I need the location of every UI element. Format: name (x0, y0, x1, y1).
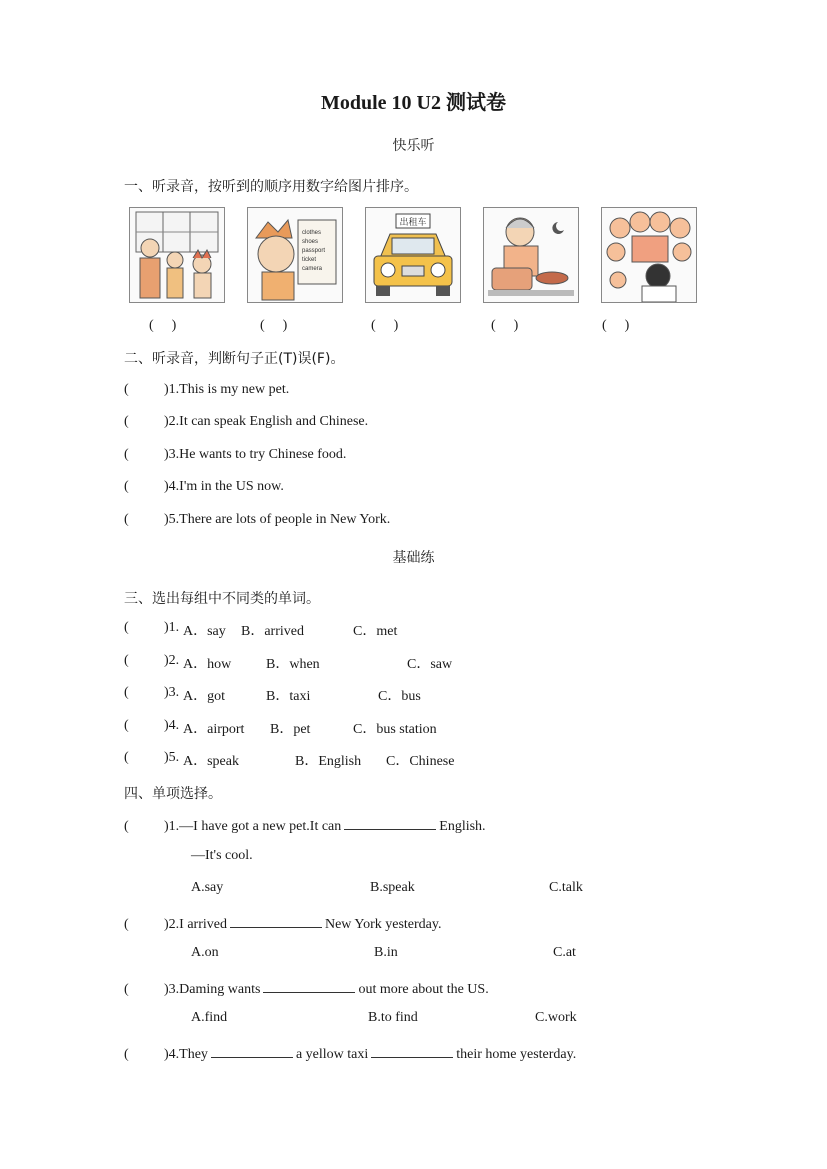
dialogue-reply: —It's cool. (191, 848, 253, 863)
option-c[interactable]: C.talk (549, 880, 583, 895)
odd-one-out-item-4[interactable]: ( )4. (124, 718, 180, 733)
odd-one-out-item-5[interactable]: ( )5. (124, 750, 180, 765)
tf-item-5[interactable]: ( )5.There are lots of people in New York. (124, 512, 391, 527)
answer-blank[interactable] (263, 978, 355, 993)
picture-3-taxi (365, 207, 461, 303)
choice-question-4: ( )4.They a yellow taxi their home yesterday. (124, 1043, 576, 1063)
choice-question-3: ( )3.Daming wants out more about the US. (124, 978, 489, 998)
answer-blank[interactable] (230, 913, 322, 928)
option-a[interactable]: A.say (191, 880, 224, 895)
page-title: Module 10 U2 测试卷 (321, 92, 506, 114)
option-b[interactable]: B．English (295, 754, 362, 769)
answer-bracket-1[interactable]: ( ) (149, 318, 177, 333)
answer-bracket-5[interactable]: ( ) (602, 318, 630, 333)
option-c[interactable]: C．bus station (353, 722, 437, 737)
answer-bracket-2[interactable]: ( ) (260, 318, 288, 333)
option-a[interactable]: A.find (191, 1010, 228, 1025)
option-b[interactable]: B.in (374, 945, 398, 960)
option-b[interactable]: B．arrived (241, 624, 304, 639)
picture-2-girl-checklist (247, 207, 343, 303)
picture-5-crowd (601, 207, 697, 303)
option-c[interactable]: C．met (353, 624, 398, 639)
option-c[interactable]: C.at (553, 945, 576, 960)
option-a[interactable]: A．say (183, 624, 226, 639)
odd-one-out-item-1[interactable]: ( )1. (124, 620, 180, 635)
option-b[interactable]: B．when (266, 657, 320, 672)
taxi-sign-text: 出租车 (399, 218, 427, 228)
answer-blank[interactable] (371, 1043, 453, 1058)
picture-4-grandma-cooking (483, 207, 579, 303)
picture-1-family-window (129, 207, 225, 303)
option-a[interactable]: A．how (183, 657, 232, 672)
answer-blank[interactable] (211, 1043, 293, 1058)
part1-heading: 一、听录音，按听到的顺序用数字给图片排序。 (124, 179, 418, 195)
option-a[interactable]: A．speak (183, 754, 239, 769)
tf-item-3[interactable]: ( )3.He wants to try Chinese food. (124, 447, 347, 462)
option-b[interactable]: B.speak (370, 880, 415, 895)
option-b[interactable]: B．taxi (266, 689, 311, 704)
tf-item-2[interactable]: ( )2.It can speak English and Chinese. (124, 414, 369, 429)
tf-item-4[interactable]: ( )4.I'm in the US now. (124, 479, 284, 494)
odd-one-out-item-3[interactable]: ( )3. (124, 685, 180, 700)
option-b[interactable]: B.to find (368, 1010, 418, 1025)
answer-bracket-4[interactable]: ( ) (491, 318, 519, 333)
option-c[interactable]: C.work (535, 1010, 577, 1025)
section-listen-title: 快乐听 (392, 138, 435, 154)
option-a[interactable]: A．got (183, 689, 225, 704)
tf-item-1[interactable]: ( )1.This is my new pet. (124, 382, 290, 397)
sign-line: camera (302, 266, 323, 272)
sign-line: passport (302, 248, 326, 254)
sign-line: clothes (302, 230, 322, 236)
part3-heading: 三、选出每组中不同类的单词。 (124, 591, 320, 607)
answer-blank[interactable] (344, 815, 436, 830)
part2-heading: 二、听录音，判断句子正(T)误(F)。 (124, 351, 345, 367)
choice-question-1: ( )1.—I have got a new pet.It can English. (124, 815, 486, 835)
odd-one-out-item-2[interactable]: ( )2. (124, 653, 180, 668)
option-c[interactable]: C．saw (407, 657, 453, 672)
part4-heading: 四、单项选择。 (124, 786, 222, 802)
answer-bracket-3[interactable]: ( ) (371, 318, 399, 333)
option-a[interactable]: A.on (191, 945, 219, 960)
option-b[interactable]: B．pet (270, 722, 311, 737)
option-c[interactable]: C．Chinese (386, 754, 455, 769)
choice-question-2: ( )2.I arrived New York yesterday. (124, 913, 442, 933)
section-basic-title: 基础练 (392, 550, 435, 566)
option-c[interactable]: C．bus (378, 689, 421, 704)
sign-line: ticket (302, 257, 317, 263)
sign-line: shoes (302, 239, 319, 245)
option-a[interactable]: A．airport (183, 722, 245, 737)
